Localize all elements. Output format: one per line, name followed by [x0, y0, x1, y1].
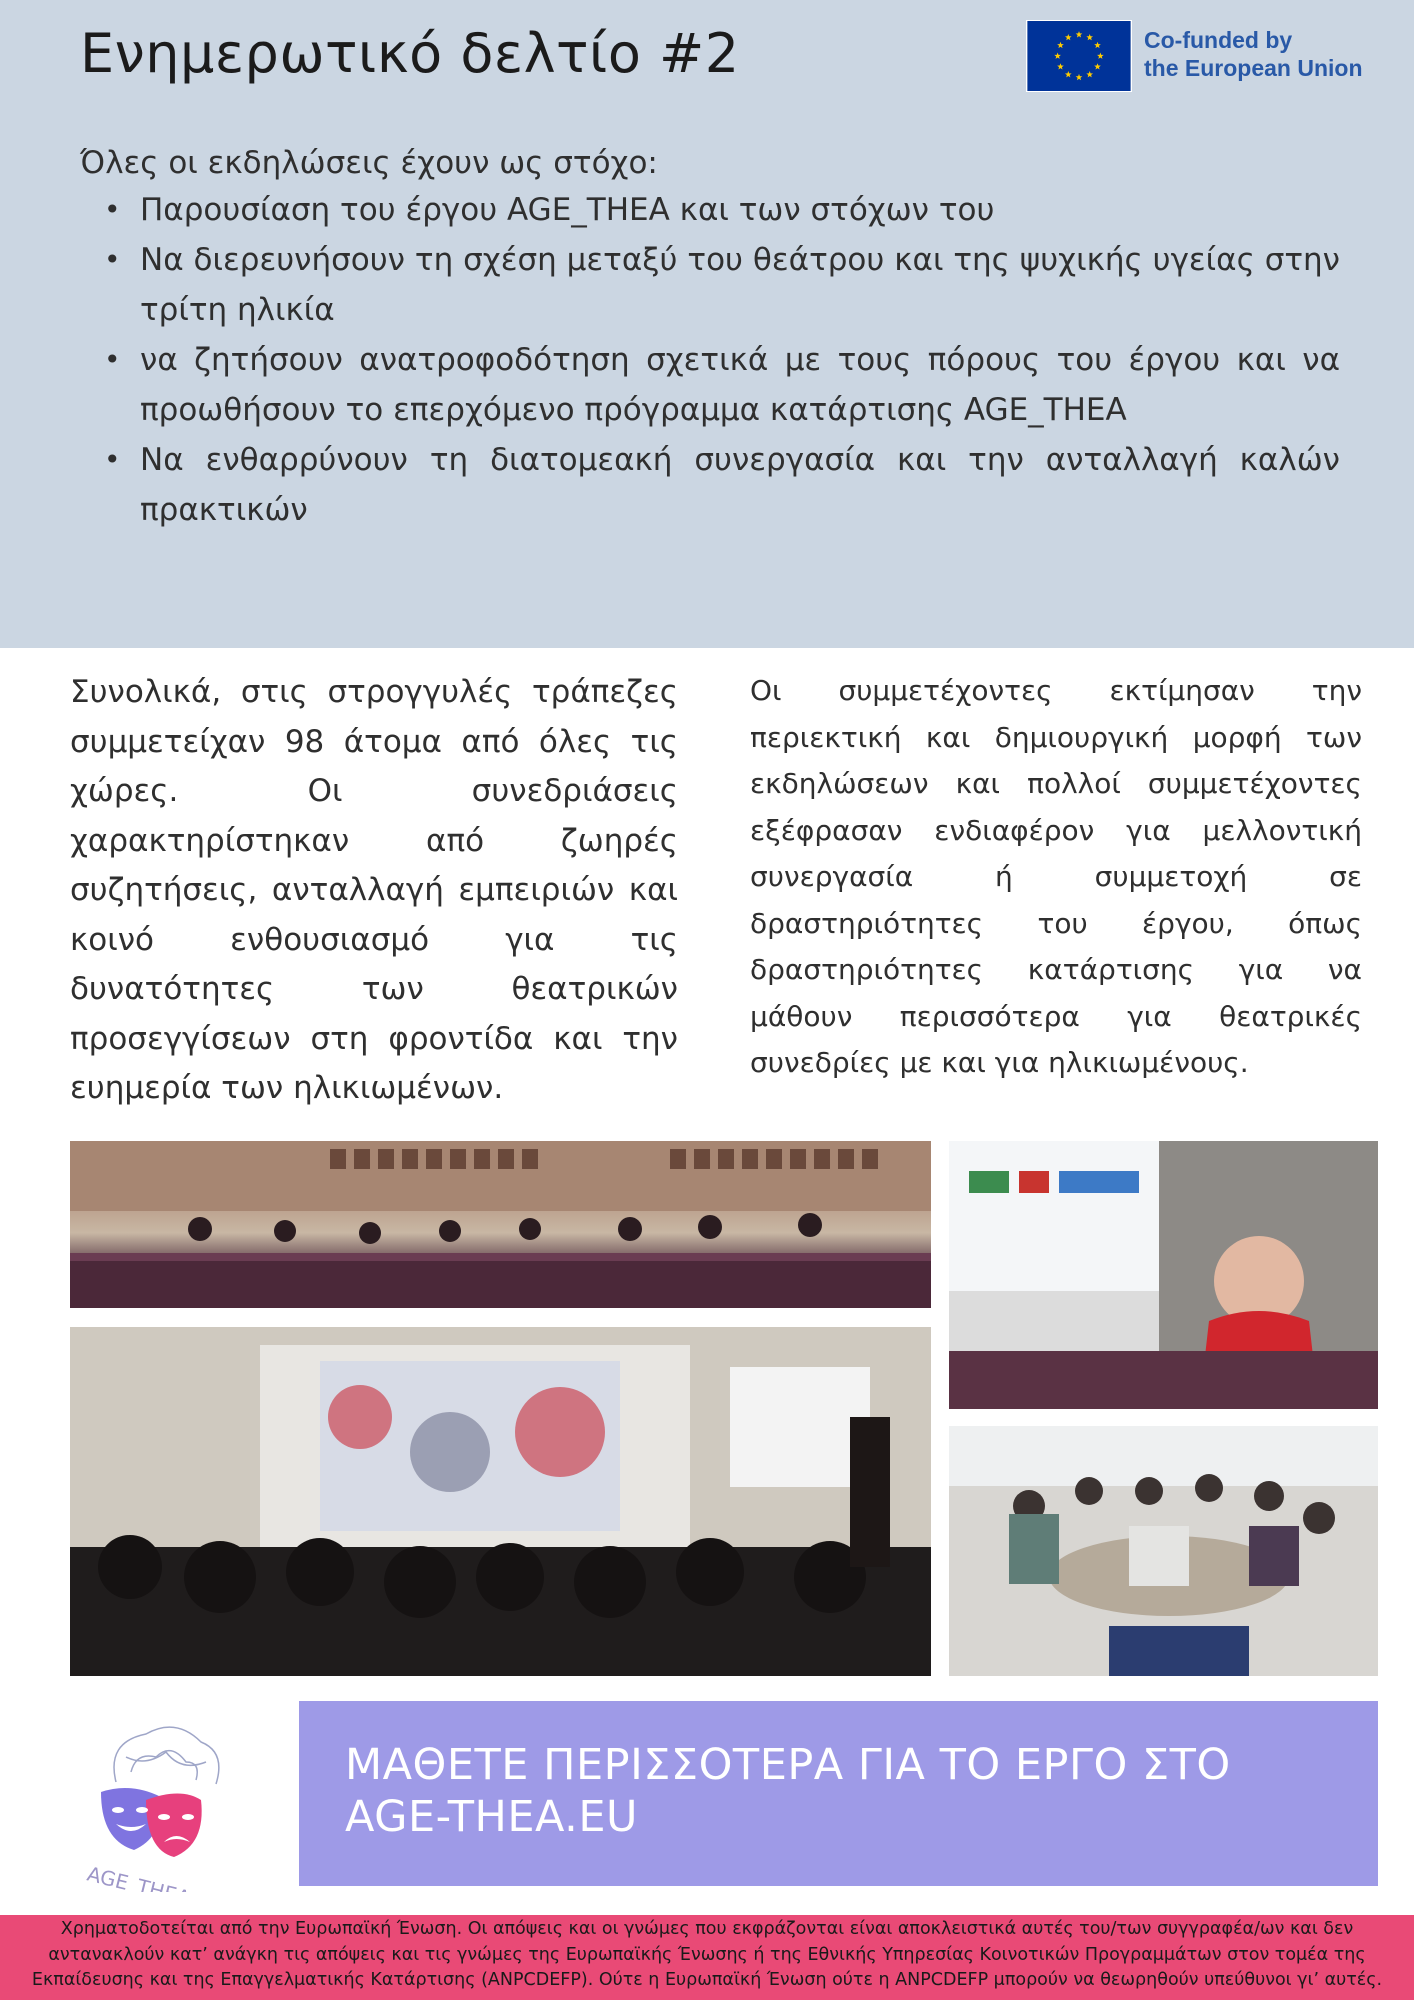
- eu-flag-icon: [1026, 20, 1132, 92]
- bullet-icon: •: [104, 243, 121, 276]
- goal-item: [104, 335, 1340, 435]
- goal-item: [104, 185, 1340, 235]
- bullet-icon: •: [104, 343, 121, 376]
- photo-roundtable-panel: [70, 1141, 931, 1308]
- goal-text: να ζητήσουν ανατροφοδότηση σχετικά με τους πόρους του έργου και να προωθήσουν το επερχόμενο πρόγραμμα κατάρτισης AGE_THEA: [140, 342, 1340, 428]
- photo-roundtable-illustration: [70, 1141, 931, 1308]
- funding-disclaimer: Χρηματοδοτείται από την Ευρωπαϊκή Ένωση. Οι απόψεις και οι γνώμες που εκφράζονται είναι αποκλειστικά αυτές του/των συγγραφέα/ων και δεν αντανακλούν κατ’ ανάγκη τις απόψεις και τις γνώμες της Ευρωπαϊκής Ένωσης ή της Εθνικής Υπηρεσίας Κοινοτικών Προγραμμάτων στον τομέα της Εκπαίδευσης και της Επαγγελματικής Κατάρτισης (ANPCDEFP). Ούτε η Ευρωπαϊκή Ένωση ούτε η ANPCDEFP μπορούν να θεωρηθούν υπεύθυνοι γι’ αυτές.: [31, 1919, 1383, 1990]
- photo-speaker: [949, 1141, 1378, 1409]
- summary-paragraph-right: Οι συμμετέχοντες εκτίμησαν την περιεκτική και δημιουργική μορφή των εκδηλώσεων και πολλοί συμμετέχοντες εξέφρασαν ενδιαφέρον για μελλοντική συνεργασία ή συμμετοχή σε δραστηριότητες του έργου, όπως δραστηριότητες κατάρτισης για να μάθουν περισσότερα για θεατρικές συνεδρίες με και για ηλικιωμένους.: [750, 674, 1362, 1079]
- summary-paragraph-left: Συνολικά, στις στρογγυλές τράπεζες συμμετείχαν 98 άτομα από όλες τις χώρες. Οι συνεδριάσεις χαρακτηρίστηκαν από ζωηρές συζητήσεις, ανταλλαγή εμπειριών και κοινό ενθουσιασμό για τις δυνατότητες των θεατρικών προσεγγίσεων στη φροντίδα και την ευημερία των ηλικιωμένων.: [70, 674, 678, 1106]
- eu-cofunded-text: [1144, 26, 1384, 82]
- cta-text[interactable]: ΜΑΘΕΤΕ ΠΕΡΙΣΣΟΤΕΡΑ ΓΙΑ ΤΟ ΕΡΓΟ ΣΤΟ AGE-THEA.EU: [345, 1740, 1231, 1842]
- photo-presentation-audience: [70, 1327, 931, 1676]
- goal-text: Να ενθαρρύνουν τη διατομεακή συνεργασία και την ανταλλαγή καλών πρακτικών: [140, 442, 1340, 528]
- photo-speaker-illustration: [949, 1141, 1378, 1409]
- goal-text: Να διερευνήσουν τη σχέση μεταξύ του θεάτρου και της ψυχικής υγείας στην τρίτη ηλικία: [140, 242, 1340, 328]
- age-thea-logo: [76, 1712, 246, 1892]
- goals-intro: Όλες οι εκδηλώσεις έχουν ως στόχο:: [80, 145, 658, 181]
- goal-item: [104, 435, 1340, 535]
- goal-item: [104, 235, 1340, 335]
- svg-text:AGE_THEA: AGE_THEA: [84, 1861, 193, 1892]
- eu-text-line1: Co-funded by: [1144, 27, 1293, 53]
- goals-list: [104, 185, 1340, 535]
- photo-presentation-illustration: [70, 1327, 931, 1676]
- newsletter-title: Ενημερωτικό δελτίο #2: [80, 22, 740, 85]
- eu-text-line2: the European Union: [1144, 55, 1363, 81]
- cta-banner[interactable]: [299, 1701, 1378, 1886]
- photo-workshop-illustration: [949, 1426, 1378, 1676]
- photo-workshop-table: [949, 1426, 1378, 1676]
- eu-cofunded-logo: [1026, 20, 1386, 94]
- goal-text: Παρουσίαση του έργου AGE_THEA και των στόχων του: [140, 192, 995, 228]
- bullet-icon: •: [104, 443, 121, 476]
- bullet-icon: •: [104, 193, 121, 226]
- theatre-masks-icon: [76, 1712, 246, 1892]
- header-band: [0, 0, 1414, 648]
- footer-band: [0, 1915, 1414, 2000]
